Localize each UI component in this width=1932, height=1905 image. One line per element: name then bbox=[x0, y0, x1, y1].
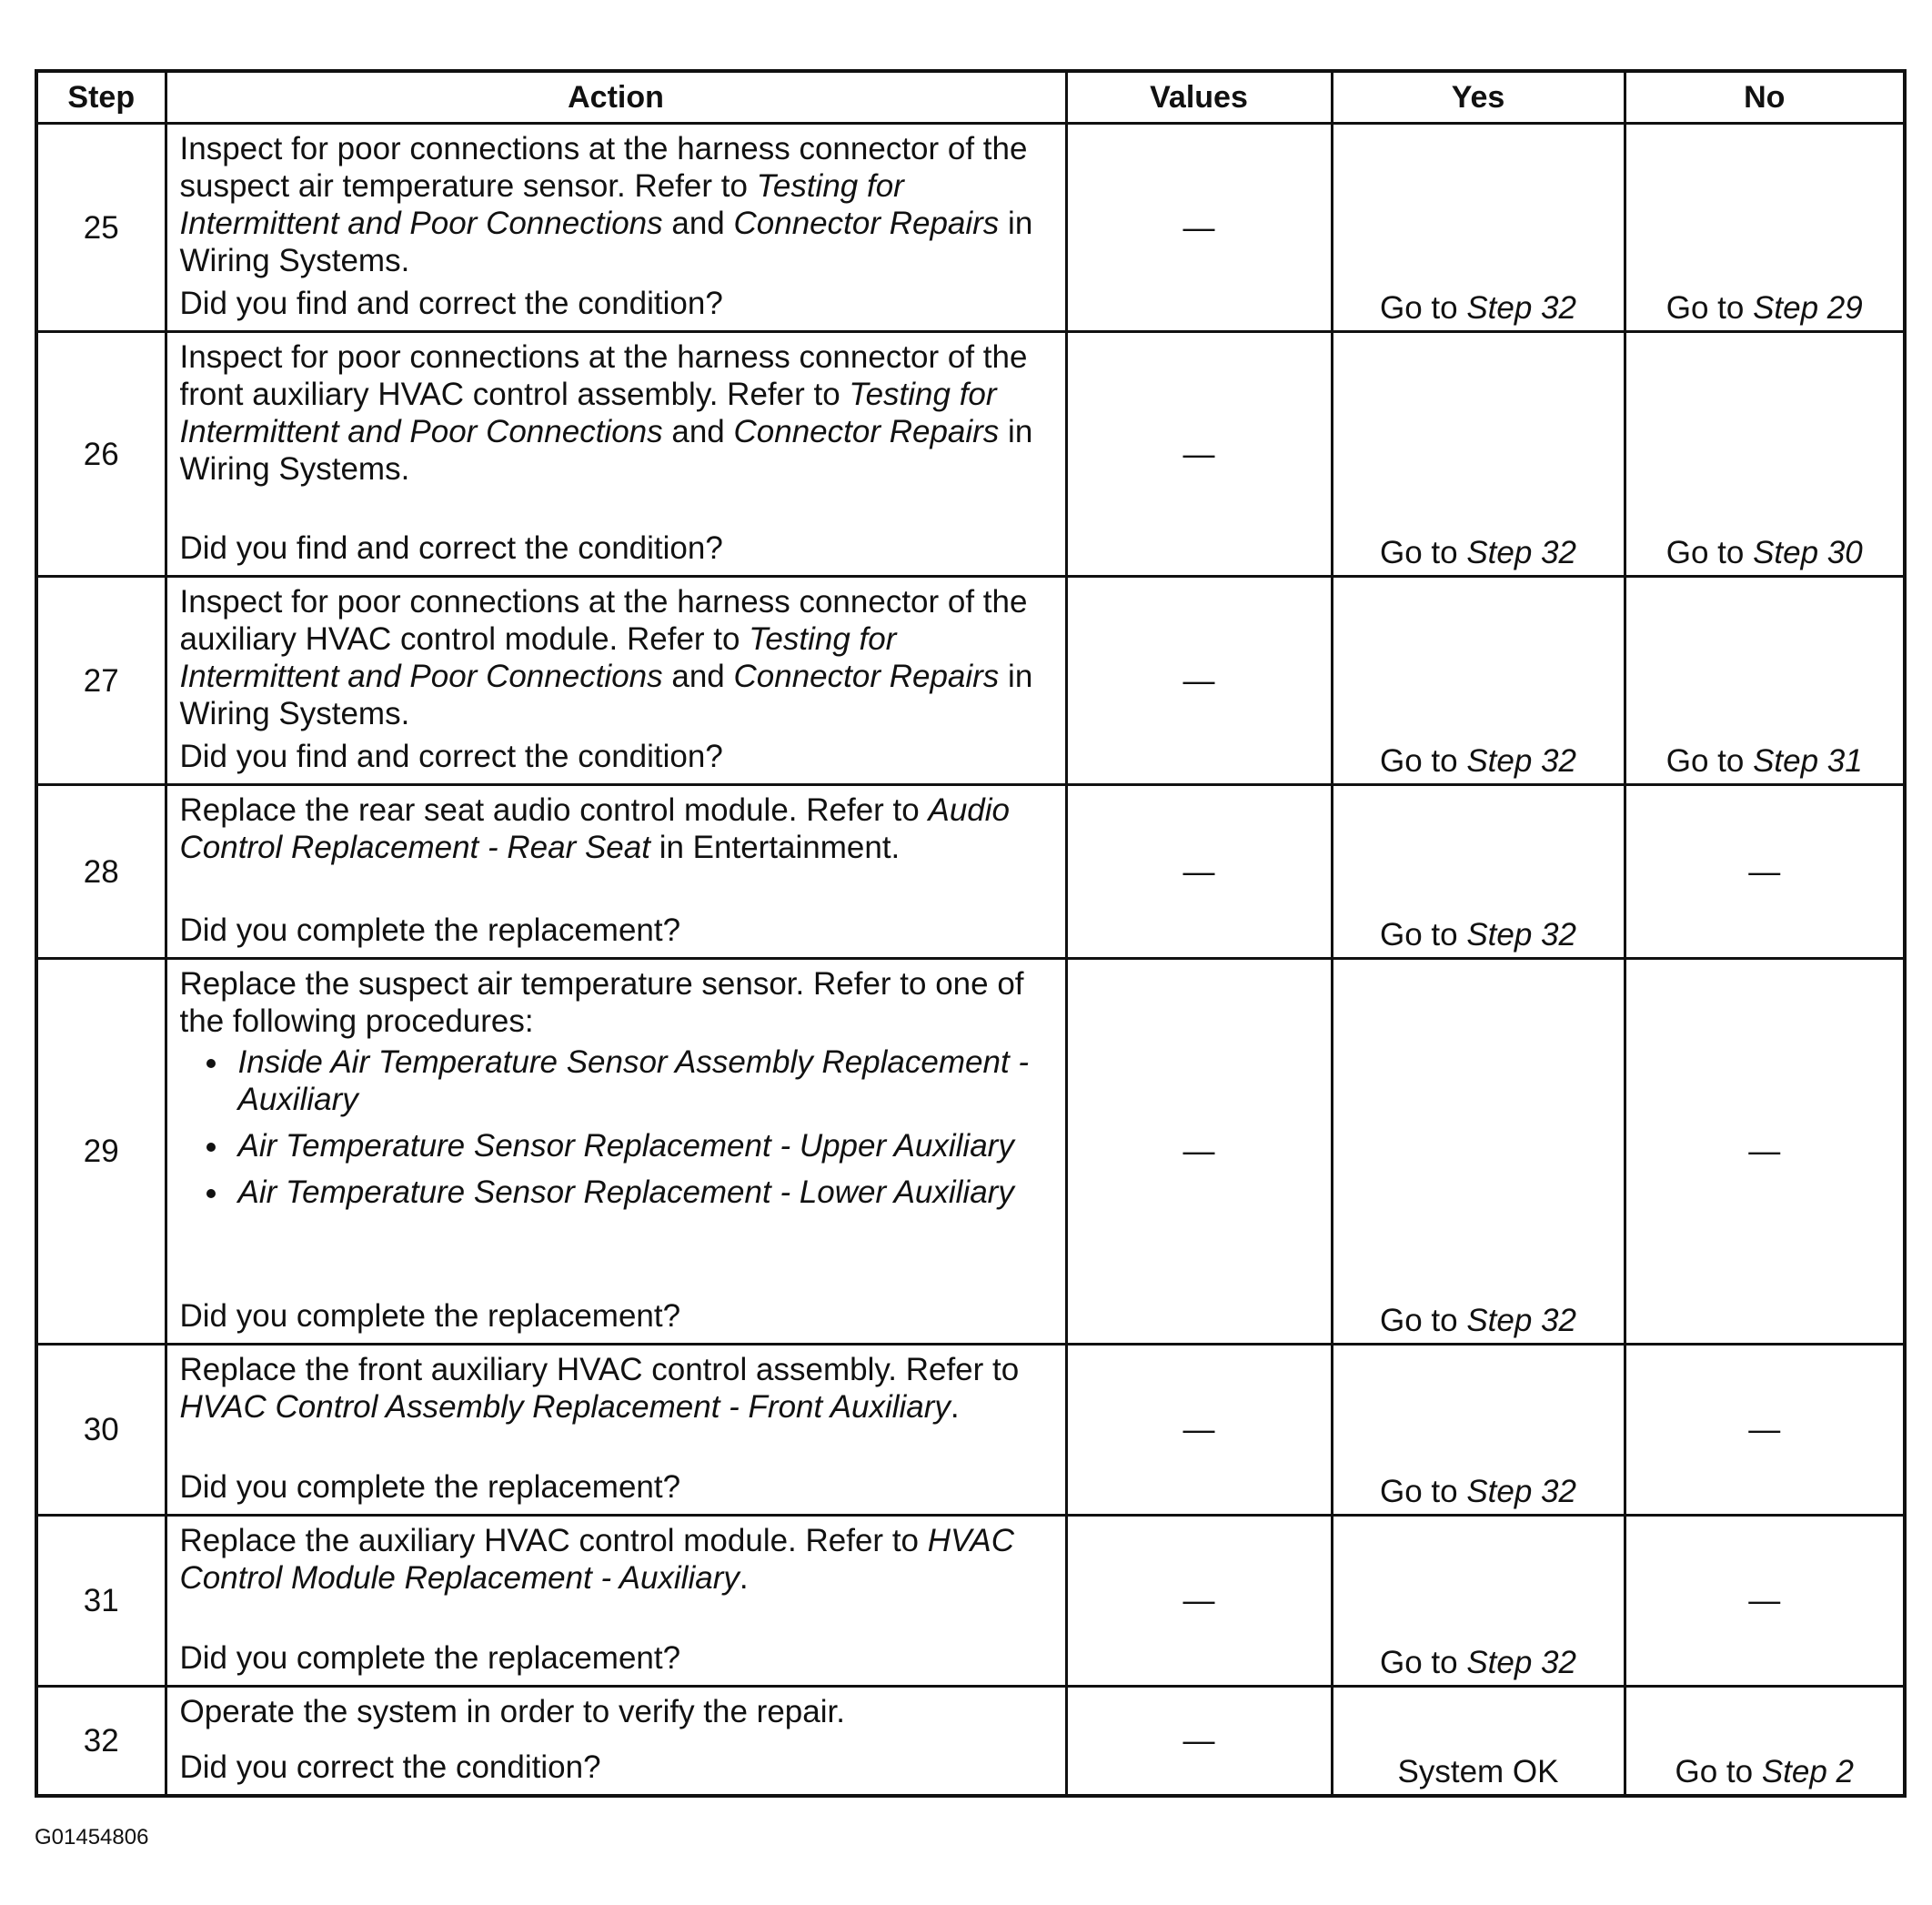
step-number: 30 bbox=[36, 1345, 166, 1516]
action-text bbox=[180, 130, 1052, 279]
values-cell: — bbox=[1066, 577, 1332, 785]
action-instructions bbox=[180, 791, 1052, 866]
table-row bbox=[36, 332, 1905, 577]
reference-link-text: Step 32 bbox=[1466, 743, 1576, 779]
action-instructions bbox=[180, 1351, 1052, 1426]
reference-link-text: Testing for Intermittent and Poor Connections bbox=[179, 168, 904, 241]
no-cell bbox=[1625, 577, 1905, 785]
text-run: System OK bbox=[1397, 1753, 1559, 1789]
header-no: No bbox=[1625, 71, 1905, 124]
text-run: in Entertainment. bbox=[649, 830, 901, 865]
yes-cell bbox=[1332, 1516, 1625, 1687]
reference-link-text: HVAC Control Assembly Replacement - Front Auxiliary bbox=[179, 1389, 951, 1425]
text-run: . bbox=[950, 1389, 960, 1425]
text-run: Go to bbox=[1380, 1645, 1467, 1680]
action-text bbox=[180, 965, 1052, 1040]
yes-cell bbox=[1332, 959, 1625, 1345]
text-run: — bbox=[1748, 853, 1781, 890]
reference-link-text: Step 29 bbox=[1753, 290, 1863, 326]
reference-link-text: Connector Repairs bbox=[733, 206, 1000, 241]
header-yes: Yes bbox=[1332, 71, 1625, 124]
text-run: Go to bbox=[1380, 917, 1467, 952]
yes-cell bbox=[1332, 785, 1625, 959]
action-text bbox=[180, 1522, 1052, 1597]
table-row bbox=[36, 1687, 1905, 1796]
table-body bbox=[36, 124, 1905, 1796]
action-body bbox=[180, 338, 1052, 567]
action-body bbox=[180, 1351, 1052, 1506]
text-run: and bbox=[662, 659, 734, 694]
action-body bbox=[180, 791, 1052, 949]
yes-cell bbox=[1332, 577, 1625, 785]
reference-link-text: Step 32 bbox=[1466, 1303, 1576, 1338]
procedure-list-item: • Inside Air Temperature Sensor Assembly Replacement - Auxiliary bbox=[231, 1043, 1052, 1118]
text-run: — bbox=[1748, 1583, 1781, 1618]
no-cell bbox=[1625, 1345, 1905, 1516]
no-cell bbox=[1625, 785, 1905, 959]
header-step: Step bbox=[36, 71, 166, 124]
procedure-list bbox=[180, 1043, 1052, 1211]
text-run: Go to bbox=[1380, 290, 1467, 326]
text-run: and bbox=[662, 206, 734, 241]
reference-link-text: Step 2 bbox=[1761, 1753, 1855, 1789]
action-question: Did you find and correct the condition? bbox=[179, 530, 723, 566]
action-question: Did you complete the replacement? bbox=[179, 1469, 681, 1505]
table-row bbox=[36, 124, 1905, 332]
text-run: Go to bbox=[1380, 535, 1467, 570]
action-question: Did you complete the replacement? bbox=[179, 1298, 681, 1334]
reference-link-text: Testing for Intermittent and Poor Connections bbox=[179, 621, 897, 694]
action-cell bbox=[166, 959, 1066, 1345]
action-body bbox=[180, 130, 1052, 322]
values-cell: — bbox=[1066, 959, 1332, 1345]
action-cell bbox=[166, 785, 1066, 959]
step-number: 29 bbox=[36, 959, 166, 1345]
text-run: Go to bbox=[1665, 535, 1754, 570]
text-run: Go to bbox=[1675, 1753, 1762, 1789]
reference-link-text: Step 32 bbox=[1466, 535, 1576, 570]
step-number: 26 bbox=[36, 332, 166, 577]
action-cell bbox=[166, 1687, 1066, 1796]
text-run: Go to bbox=[1665, 743, 1754, 779]
action-instructions bbox=[180, 1522, 1052, 1597]
reference-link-text: Step 30 bbox=[1753, 535, 1863, 570]
text-run: Go to bbox=[1380, 1474, 1467, 1509]
action-question: Did you find and correct the condition? bbox=[179, 286, 723, 321]
no-cell bbox=[1625, 1687, 1905, 1796]
table-header-row bbox=[36, 71, 1905, 124]
no-cell bbox=[1625, 1516, 1905, 1687]
step-number: 32 bbox=[36, 1687, 166, 1796]
reference-link-text: Step 32 bbox=[1466, 290, 1576, 326]
reference-link-text: Audio Control Replacement - Rear Seat bbox=[179, 792, 1010, 865]
action-body bbox=[180, 1522, 1052, 1677]
text-run: Inspect for poor connections at the harness connector of the suspect air temperature sensor. Refer to bbox=[179, 131, 1028, 204]
text-run: Replace the auxiliary HVAC control module. Refer to bbox=[179, 1523, 928, 1558]
values-cell: — bbox=[1066, 1687, 1332, 1796]
text-run: — bbox=[1748, 1412, 1781, 1447]
action-text bbox=[180, 338, 1052, 488]
action-text bbox=[180, 583, 1052, 732]
no-cell bbox=[1625, 332, 1905, 577]
action-cell bbox=[166, 124, 1066, 332]
procedure-list-item: • Air Temperature Sensor Replacement - Lower Auxiliary bbox=[231, 1174, 1052, 1211]
action-question: Did you complete the replacement? bbox=[179, 912, 681, 948]
action-instructions bbox=[180, 338, 1052, 488]
action-body bbox=[180, 965, 1052, 1335]
text-run: . bbox=[739, 1560, 749, 1596]
header-action: Action bbox=[166, 71, 1066, 124]
text-run: Operate the system in order to verify the repair. bbox=[179, 1694, 845, 1729]
action-text bbox=[180, 791, 1052, 866]
yes-cell bbox=[1332, 1345, 1625, 1516]
values-cell: — bbox=[1066, 1516, 1332, 1687]
values-cell: — bbox=[1066, 332, 1332, 577]
table-row bbox=[36, 785, 1905, 959]
header-values: Values bbox=[1066, 71, 1332, 124]
step-number: 25 bbox=[36, 124, 166, 332]
reference-link-text: Step 32 bbox=[1466, 1474, 1576, 1509]
action-instructions bbox=[180, 583, 1052, 732]
figure-id: G01454806 bbox=[35, 1825, 149, 1850]
action-cell bbox=[166, 332, 1066, 577]
step-number: 31 bbox=[36, 1516, 166, 1687]
values-cell: — bbox=[1066, 785, 1332, 959]
table-row bbox=[36, 959, 1905, 1345]
text-run: Go to bbox=[1380, 1303, 1467, 1338]
text-run: Inspect for poor connections at the harness connector of the front auxiliary HVAC control assembly. Refer to bbox=[179, 339, 1028, 412]
text-run: Replace the suspect air temperature sensor. Refer to one of the following procedures: bbox=[179, 966, 1024, 1039]
reference-link-text: Step 32 bbox=[1466, 917, 1576, 952]
action-text bbox=[180, 1693, 1052, 1730]
step-number: 28 bbox=[36, 785, 166, 959]
reference-link-text: Step 31 bbox=[1753, 743, 1863, 779]
text-run: — bbox=[1748, 1134, 1781, 1169]
action-question: Did you complete the replacement? bbox=[179, 1640, 681, 1676]
no-cell bbox=[1625, 124, 1905, 332]
text-run: Replace the rear seat audio control module. Refer to bbox=[179, 792, 929, 828]
text-run: Inspect for poor connections at the harness connector of the auxiliary HVAC control module. Refer to bbox=[179, 584, 1028, 657]
step-number: 27 bbox=[36, 577, 166, 785]
yes-cell bbox=[1332, 332, 1625, 577]
action-question: Did you correct the condition? bbox=[179, 1749, 601, 1785]
reference-link-text: Connector Repairs bbox=[733, 414, 1000, 449]
text-run: in Wiring Systems. bbox=[179, 659, 1033, 731]
reference-link-text: Testing for Intermittent and Poor Connections bbox=[179, 377, 997, 449]
action-cell bbox=[166, 1345, 1066, 1516]
yes-cell bbox=[1332, 124, 1625, 332]
action-body bbox=[180, 583, 1052, 775]
action-cell bbox=[166, 577, 1066, 785]
procedure-list-item: • Air Temperature Sensor Replacement - Upper Auxiliary bbox=[231, 1127, 1052, 1164]
text-run: Go to bbox=[1380, 743, 1467, 779]
text-run: and bbox=[662, 414, 734, 449]
text-run: in Wiring Systems. bbox=[179, 206, 1033, 278]
diagnostic-table bbox=[35, 69, 1907, 1798]
text-run: in Wiring Systems. bbox=[179, 414, 1033, 487]
yes-cell bbox=[1332, 1687, 1625, 1796]
values-cell: — bbox=[1066, 1345, 1332, 1516]
action-instructions bbox=[180, 130, 1052, 279]
table-row bbox=[36, 1345, 1905, 1516]
reference-link-text: HVAC Control Module Replacement - Auxiliary bbox=[179, 1523, 1015, 1596]
no-cell bbox=[1625, 959, 1905, 1345]
action-instructions bbox=[180, 965, 1052, 1220]
reference-link-text: Step 32 bbox=[1466, 1645, 1576, 1680]
text-run: Replace the front auxiliary HVAC control assembly. Refer to bbox=[179, 1352, 1020, 1387]
action-instructions bbox=[180, 1693, 1052, 1730]
action-cell bbox=[166, 1516, 1066, 1687]
table-row bbox=[36, 577, 1905, 785]
action-question: Did you find and correct the condition? bbox=[179, 739, 723, 774]
reference-link-text: Connector Repairs bbox=[733, 659, 1000, 694]
action-body bbox=[180, 1693, 1052, 1786]
action-text bbox=[180, 1351, 1052, 1426]
text-run: Go to bbox=[1665, 290, 1754, 326]
values-cell: — bbox=[1066, 124, 1332, 332]
table-row bbox=[36, 1516, 1905, 1687]
